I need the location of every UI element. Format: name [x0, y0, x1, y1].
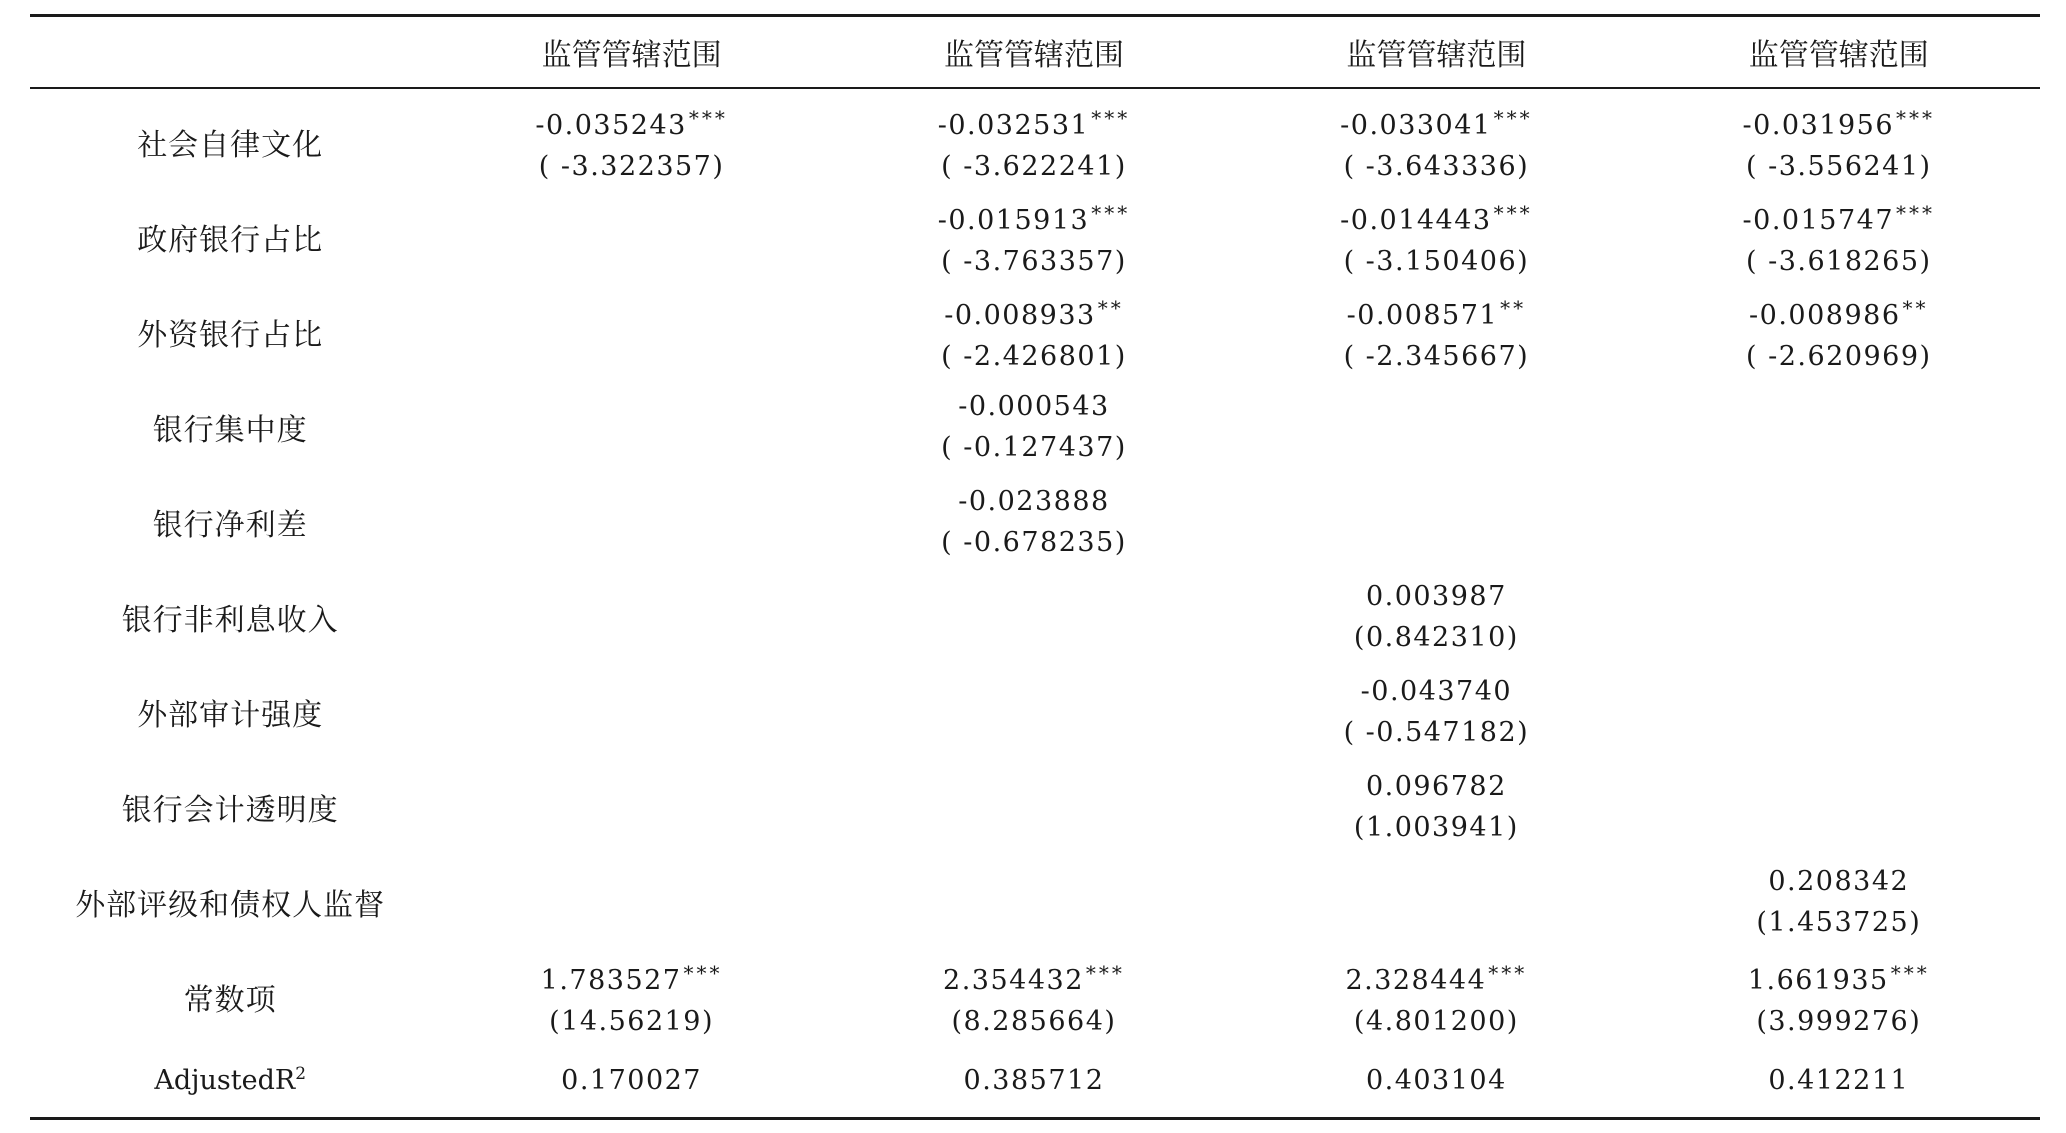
coefficient-block: [1340, 193, 1532, 282]
coefficient-cell: [833, 760, 1235, 855]
coefficient-cell: [430, 855, 832, 950]
coefficient-cell: [430, 570, 832, 665]
coefficient-cell: [833, 475, 1235, 570]
coefficient-cell: [1235, 760, 1637, 855]
coefficient-cell: [1638, 380, 2040, 475]
coefficient-cell: [1638, 665, 2040, 760]
coefficient-block: [943, 953, 1125, 1042]
t-statistic: ( -3.622241): [941, 150, 1127, 182]
coefficient-cell: [430, 665, 832, 760]
coefficient-block: [541, 953, 723, 1042]
coefficient-cell: [833, 570, 1235, 665]
significance-stars: **: [1902, 295, 1929, 320]
t-statistic: ( -0.127437): [941, 432, 1127, 463]
significance-stars: ***: [1896, 105, 1935, 130]
row-label: [30, 88, 430, 190]
coefficient-cell: [1638, 285, 2040, 380]
row-label: [30, 285, 430, 380]
coefficient-value: [1344, 288, 1530, 336]
coefficient-cell: [430, 88, 832, 190]
adjusted-r2-value-2: [833, 1045, 1235, 1119]
header-column-2: 监管管辖范围: [833, 16, 1235, 88]
t-statistic: ( -2.345667): [1343, 340, 1530, 372]
coefficient-cell: [430, 190, 832, 285]
t-statistic: (3.999276): [1756, 1005, 1922, 1037]
coefficient-value: [941, 288, 1127, 336]
coefficient-number: -0.033041: [1340, 109, 1492, 141]
coefficient-number: 0.208342: [1768, 866, 1910, 897]
t-statistic: (14.56219): [549, 1005, 715, 1037]
coefficient-value: [1746, 288, 1932, 336]
row-label: [30, 380, 430, 475]
row-label-text: 常数项: [183, 983, 277, 1018]
coefficient-number: -0.014443: [1340, 204, 1492, 236]
coefficient-value: [1748, 953, 1930, 1001]
header-column-4: 监管管辖范围: [1638, 16, 2040, 88]
significance-stars: ***: [688, 105, 728, 130]
coefficient-block: [535, 98, 727, 187]
coefficient-cell: [430, 760, 832, 855]
coefficient-value: [938, 193, 1130, 241]
adjusted-r2-value-text: 0.170027: [561, 1065, 702, 1096]
coefficient-cell: [1638, 570, 2040, 665]
t-statistic: (1.003941): [1353, 812, 1519, 843]
t-statistic: (4.801200): [1353, 1005, 1519, 1037]
table-row: [30, 855, 2040, 950]
significance-stars: ***: [1085, 960, 1125, 985]
row-label-text: 外部审计强度: [137, 698, 324, 733]
row-label-text: 银行净利差: [152, 508, 308, 543]
t-statistic: ( -3.763357): [941, 245, 1127, 277]
table-row: [30, 475, 2040, 570]
coefficient-value: [1345, 953, 1527, 1001]
row-label-text: 外部评级和债权人监督: [75, 888, 386, 923]
t-statistic: ( -0.678235): [941, 527, 1127, 558]
coefficient-block: [1746, 288, 1932, 377]
coefficient-number: 0.096782: [1365, 771, 1507, 802]
table-row: [30, 570, 2040, 665]
row-label-text: 社会自律文化: [137, 128, 324, 163]
coefficient-block: [1345, 953, 1527, 1042]
coefficient-value: [1354, 766, 1519, 807]
table-row: [30, 380, 2040, 475]
table-row: [30, 760, 2040, 855]
coefficient-cell: [1235, 665, 1637, 760]
significance-stars: ***: [1091, 105, 1131, 130]
adjusted-r2-row: [30, 1045, 2040, 1119]
t-statistic: ( -2.426801): [941, 340, 1127, 372]
table-row: [30, 950, 2040, 1045]
coefficient-block: [1743, 193, 1935, 282]
t-statistic: ( -0.547182): [1343, 717, 1530, 748]
coefficient-cell: [1235, 285, 1637, 380]
coefficient-number: 1.661935: [1747, 964, 1889, 996]
coefficient-cell: [1235, 855, 1637, 950]
coefficient-value: [535, 98, 727, 146]
header-blank-cell: [30, 16, 430, 88]
coefficient-value: [1340, 98, 1532, 146]
significance-stars: ***: [683, 960, 723, 985]
coefficient-number: -0.008933: [944, 299, 1096, 331]
header-column-1: 监管管辖范围: [430, 16, 832, 88]
coefficient-cell: [1235, 88, 1637, 190]
adjusted-r2-superscript: 2: [295, 1064, 307, 1084]
adjusted-r2-value-1: [430, 1045, 832, 1119]
t-statistic: ( -3.643336): [1343, 150, 1530, 182]
coefficient-block: [1344, 288, 1530, 377]
coefficient-number: -0.043740: [1360, 676, 1513, 707]
adjusted-r2-value-text: 0.385712: [963, 1065, 1105, 1096]
coefficient-cell: [1638, 475, 2040, 570]
coefficient-cell: [1638, 190, 2040, 285]
t-statistic: ( -3.618265): [1745, 245, 1932, 277]
coefficient-cell: [1638, 760, 2040, 855]
row-label-text: 银行会计透明度: [121, 793, 339, 828]
coefficient-value: [1340, 193, 1532, 241]
coefficient-value: [1756, 861, 1921, 902]
significance-stars: ***: [1493, 200, 1533, 225]
regression-table-container: [30, 14, 2040, 1120]
coefficient-cell: [1235, 380, 1637, 475]
coefficient-block: [938, 193, 1130, 282]
coefficient-value: [1743, 193, 1935, 241]
coefficient-number: -0.008571: [1346, 299, 1499, 331]
adjusted-r2-value-4: [1638, 1045, 2040, 1119]
row-label: [30, 950, 430, 1045]
coefficient-number: 0.003987: [1365, 581, 1507, 612]
coefficient-value: [941, 386, 1127, 427]
coefficient-value: [1743, 98, 1935, 146]
coefficient-value: [941, 481, 1127, 522]
coefficient-number: -0.032531: [937, 109, 1090, 141]
table-row: [30, 88, 2040, 190]
coefficient-block: [1756, 861, 1921, 943]
coefficient-value: [541, 953, 723, 1001]
coefficient-block: [941, 386, 1127, 468]
coefficient-block: [1344, 671, 1530, 753]
significance-stars: ***: [1488, 960, 1528, 985]
coefficient-value: [943, 953, 1125, 1001]
coefficient-cell: [833, 950, 1235, 1045]
table-row: [30, 665, 2040, 760]
coefficient-block: [1340, 98, 1532, 187]
coefficient-cell: [1638, 950, 2040, 1045]
coefficient-block: [941, 288, 1127, 377]
coefficient-number: -0.023888: [958, 486, 1110, 517]
t-statistic: ( -2.620969): [1745, 340, 1932, 372]
adjusted-r2-value-text: 0.403104: [1365, 1065, 1507, 1096]
row-label: [30, 570, 430, 665]
adjusted-r2-label-text: AdjustedR: [154, 1065, 296, 1096]
coefficient-value: [1344, 671, 1530, 712]
row-label-text: 政府银行占比: [137, 223, 324, 258]
adjusted-r2-value-3: [1235, 1045, 1637, 1119]
coefficient-number: -0.031956: [1742, 109, 1894, 141]
regression-results-table: [30, 14, 2040, 1120]
coefficient-block: [1748, 953, 1930, 1042]
coefficient-cell: [1235, 950, 1637, 1045]
coefficient-cell: [1235, 475, 1637, 570]
coefficient-cell: [430, 380, 832, 475]
coefficient-number: 2.328444: [1345, 964, 1487, 996]
coefficient-cell: [430, 285, 832, 380]
coefficient-block: [1354, 766, 1519, 848]
header-column-3: 监管管辖范围: [1235, 16, 1637, 88]
coefficient-block: [941, 481, 1127, 563]
coefficient-block: [1354, 576, 1519, 658]
coefficient-cell: [833, 380, 1235, 475]
row-label-text: 银行非利息收入: [121, 603, 339, 638]
coefficient-number: -0.008986: [1749, 299, 1901, 331]
row-label: [30, 190, 430, 285]
row-label-text: 外资银行占比: [137, 318, 324, 353]
coefficient-cell: [833, 665, 1235, 760]
coefficient-number: -0.035243: [535, 109, 687, 141]
significance-stars: **: [1500, 295, 1527, 320]
row-label: [30, 760, 430, 855]
table-body: [30, 88, 2040, 1119]
coefficient-value: [1354, 576, 1519, 617]
coefficient-cell: [833, 88, 1235, 190]
coefficient-block: [938, 98, 1130, 187]
t-statistic: ( -3.556241): [1745, 150, 1932, 182]
coefficient-cell: [430, 475, 832, 570]
row-label: [30, 855, 430, 950]
row-label: [30, 475, 430, 570]
significance-stars: **: [1097, 295, 1124, 320]
coefficient-block: [1743, 98, 1935, 187]
row-label: [30, 1045, 430, 1119]
significance-stars: ***: [1091, 200, 1131, 225]
table-header-row: [30, 16, 2040, 88]
significance-stars: ***: [1493, 105, 1533, 130]
adjusted-r2-value-text: 0.412211: [1768, 1065, 1910, 1096]
coefficient-number: 1.783527: [540, 964, 682, 996]
coefficient-cell: [1638, 855, 2040, 950]
row-label: [30, 665, 430, 760]
coefficient-cell: [833, 285, 1235, 380]
coefficient-number: -0.015913: [937, 204, 1090, 236]
t-statistic: (0.842310): [1353, 622, 1519, 653]
table-row: [30, 285, 2040, 380]
significance-stars: ***: [1896, 200, 1935, 225]
coefficient-value: [938, 98, 1130, 146]
t-statistic: ( -3.150406): [1343, 245, 1530, 277]
coefficient-number: 2.354432: [943, 964, 1084, 996]
coefficient-cell: [430, 950, 832, 1045]
coefficient-cell: [1235, 190, 1637, 285]
significance-stars: ***: [1890, 960, 1930, 985]
coefficient-number: -0.015747: [1742, 204, 1894, 236]
table-row: [30, 190, 2040, 285]
coefficient-cell: [1638, 88, 2040, 190]
t-statistic: (1.453725): [1756, 907, 1922, 938]
t-statistic: (8.285664): [951, 1005, 1117, 1037]
coefficient-cell: [833, 855, 1235, 950]
t-statistic: ( -3.322357): [538, 150, 725, 182]
adjusted-r2-label: [154, 1065, 306, 1096]
coefficient-cell: [833, 190, 1235, 285]
row-label-text: 银行集中度: [152, 413, 308, 448]
coefficient-number: -0.000543: [958, 391, 1110, 422]
coefficient-cell: [1235, 570, 1637, 665]
